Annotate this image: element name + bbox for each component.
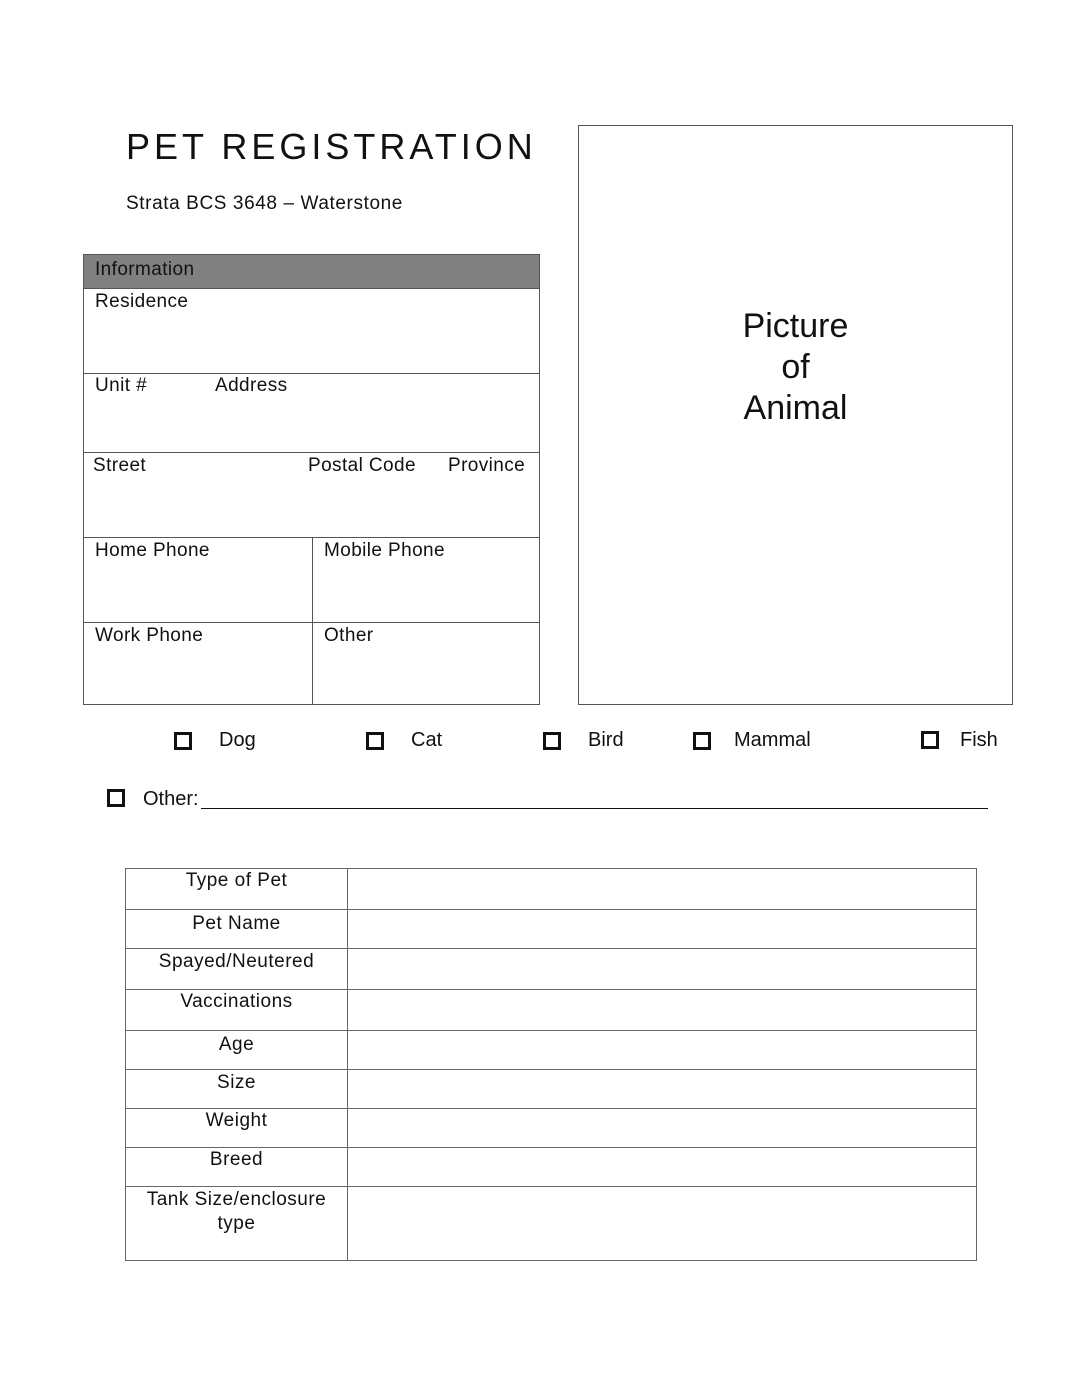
table-row xyxy=(126,910,977,949)
row-label: Size xyxy=(126,1070,348,1109)
row-value-cell[interactable] xyxy=(348,1031,977,1070)
table-row xyxy=(126,869,977,910)
postal-code-label: Postal Code xyxy=(308,455,416,476)
unit-label: Unit # xyxy=(95,375,148,396)
row-label: Spayed/Neutered xyxy=(126,949,348,990)
information-header-label: Information xyxy=(95,259,195,280)
picture-text-line: Picture xyxy=(742,307,849,345)
other-pet-input-line[interactable] xyxy=(201,808,988,809)
picture-of-animal-box[interactable] xyxy=(578,125,1013,705)
mobile-phone-label: Mobile Phone xyxy=(324,540,445,561)
dog-checkbox[interactable] xyxy=(174,732,192,750)
table-row xyxy=(126,1187,977,1261)
table-row xyxy=(126,949,977,990)
row-value-cell[interactable] xyxy=(348,869,977,910)
row-label: Age xyxy=(126,1031,348,1070)
address-label: Address xyxy=(215,375,288,396)
row-value-cell[interactable] xyxy=(348,990,977,1031)
pet-details-table xyxy=(125,868,977,1261)
dog-label: Dog xyxy=(219,729,256,751)
table-row xyxy=(126,1031,977,1070)
row-value-cell[interactable] xyxy=(348,1109,977,1148)
table-row xyxy=(126,1148,977,1187)
residence-label: Residence xyxy=(95,291,189,312)
row-value-cell[interactable] xyxy=(348,1148,977,1187)
row-label: Vaccinations xyxy=(126,990,348,1031)
table-row xyxy=(126,990,977,1031)
page-title: PET REGISTRATION xyxy=(126,126,537,167)
mammal-label: Mammal xyxy=(734,729,811,751)
table-row xyxy=(126,1070,977,1109)
row-label: Weight xyxy=(126,1109,348,1148)
divider xyxy=(84,452,539,453)
page-subtitle: Strata BCS 3648 – Waterstone xyxy=(126,193,403,214)
other-phone-label: Other xyxy=(324,625,374,646)
row-value-cell[interactable] xyxy=(348,1070,977,1109)
picture-placeholder-text xyxy=(579,306,1012,429)
divider xyxy=(84,373,539,374)
fish-checkbox[interactable] xyxy=(921,731,939,749)
divider xyxy=(84,622,539,623)
other-pet-label: Other: xyxy=(143,788,199,810)
table-row xyxy=(126,1109,977,1148)
column-divider xyxy=(312,537,313,705)
bird-checkbox[interactable] xyxy=(543,732,561,750)
other-pet-checkbox[interactable] xyxy=(107,789,125,807)
work-phone-label: Work Phone xyxy=(95,625,204,646)
row-label: Type of Pet xyxy=(126,869,348,910)
row-label: Pet Name xyxy=(126,910,348,949)
picture-text-line: of xyxy=(781,348,810,386)
province-label: Province xyxy=(448,455,526,476)
row-value-cell[interactable] xyxy=(348,910,977,949)
cat-checkbox[interactable] xyxy=(366,732,384,750)
home-phone-label: Home Phone xyxy=(95,540,210,561)
row-value-cell[interactable] xyxy=(348,1187,977,1261)
picture-text-line: Animal xyxy=(743,389,848,427)
row-value-cell[interactable] xyxy=(348,949,977,990)
cat-label: Cat xyxy=(411,729,443,751)
information-header xyxy=(84,255,539,289)
bird-label: Bird xyxy=(588,729,624,751)
street-label: Street xyxy=(93,455,147,476)
fish-label: Fish xyxy=(960,729,998,751)
mammal-checkbox[interactable] xyxy=(693,732,711,750)
information-section xyxy=(83,254,540,705)
row-label: Breed xyxy=(126,1148,348,1187)
row-label: Tank Size/enclosure type xyxy=(126,1187,348,1261)
